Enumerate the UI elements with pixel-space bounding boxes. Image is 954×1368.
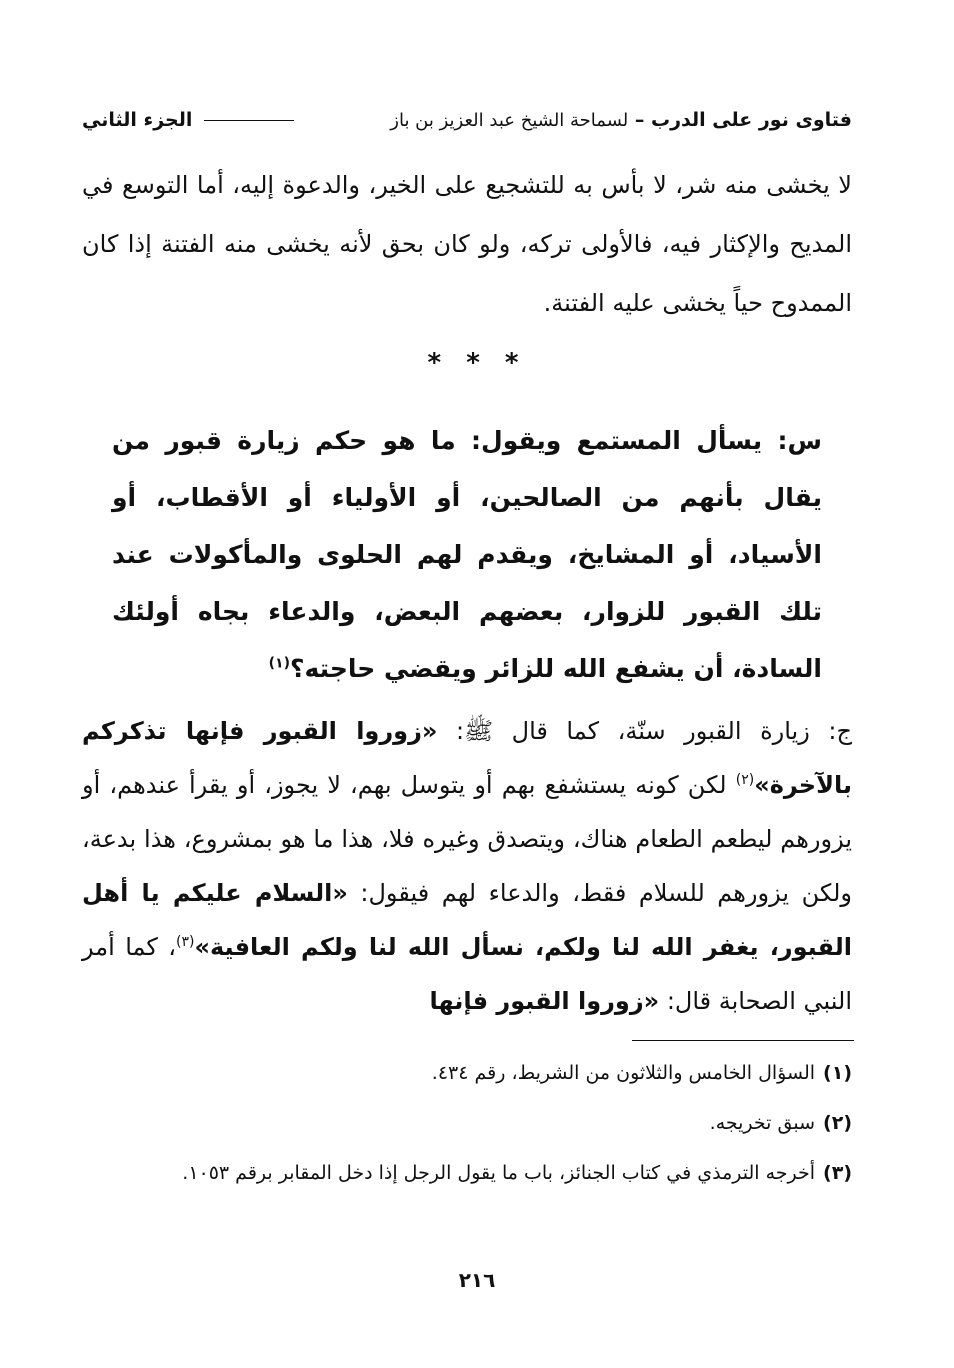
answer-prefix: ج: <box>828 717 852 745</box>
footnote-item <box>82 1048 852 1098</box>
hadith-quote-3: «زوروا القبور فإنها <box>429 987 660 1015</box>
footnote-number: (٢) <box>823 1112 852 1134</box>
author-name: لسماحة الشيخ عبد العزيز بن باز <box>390 110 629 131</box>
footnote-text: سبق تخريجه. <box>709 1112 816 1134</box>
footnote-text: السؤال الخامس والثلاثون من الشريط، رقم ٤٣٤. <box>431 1062 816 1084</box>
footnote-number: (١) <box>823 1062 852 1084</box>
footnote-text: أخرجه الترمذي في كتاب الجنائز، باب ما يقول الرجل إذا دخل المقابر برقم ١٠٥٣. <box>182 1162 816 1184</box>
footnote-ref-2: (٢) <box>735 772 755 788</box>
volume-label-group <box>82 109 300 131</box>
footnote-item <box>82 1148 852 1198</box>
footnotes <box>82 1048 852 1198</box>
answer-part-2: لكن كونه يستشفع بهم أو يتوسل بهم، لا يجوز، أو يقرأ عندهم، أو يزورهم ليطعم الطعام هناك، ويتصدق وغيره فلا، هذا ما هو بمشروع، هذا بدعة، ولكن يزورهم للسلام فقط، والدعاء لهم فيقول: <box>82 771 852 907</box>
book-title <box>390 109 852 131</box>
footnote-item <box>82 1098 852 1148</box>
question-block <box>112 412 822 697</box>
answer-block <box>82 704 852 1028</box>
answer-part-1: زيارة القبور سنّة، كما قال ﷺ: <box>455 717 810 745</box>
question-prefix: س: <box>777 426 822 455</box>
hadith-quote-2: «السلام عليكم يا أهل القبور، يغفر الله لنا ولكم، نسأل الله لنا ولكم العافية» <box>82 879 852 961</box>
header-rule <box>204 120 294 121</box>
footnote-number: (٣) <box>823 1162 852 1184</box>
volume-label: الجزء الثاني <box>82 109 193 131</box>
answer-part-3: ، كما أمر النبي الصحابة قال: <box>82 933 852 1015</box>
book-title-text: فتاوى نور على الدرب <box>651 109 852 131</box>
footnote-ref-3: (٣) <box>176 934 195 950</box>
footnote-ref-1: (١) <box>268 655 290 672</box>
page-number: ٢١٦ <box>458 1268 496 1292</box>
hadith-quote-1: «زوروا القبور فإنها تذكركم بالآخرة» <box>82 717 852 799</box>
question-text: يسأل المستمع ويقول: ما هو حكم زيارة قبور من يقال بأنهم من الصالحين، أو الأولياء أو الأقطاب، أو الأسياد، أو المشايخ، ويقدم لهم الحلوى والمأكولات عند تلك القبور للزوار، بعضهم البعض، والدعاء بجاه أولئك السادة، أن يشفع الله للزائر ويقضي حاجته؟ <box>112 426 822 683</box>
footnote-divider <box>632 1040 854 1041</box>
title-separator: – <box>634 109 645 131</box>
section-separator: * * * <box>427 348 527 378</box>
running-header <box>82 100 852 140</box>
continued-paragraph: لا يخشى منه شر، لا بأس به للتشجيع على الخير، والدعوة إليه، أما التوسع في المديح والإكثار فيه، فالأولى تركه، ولو كان بحق لأنه يخشى منه الفتنة إذا كان الممدوح حياً يخشى عليه الفتنة. <box>82 171 852 317</box>
